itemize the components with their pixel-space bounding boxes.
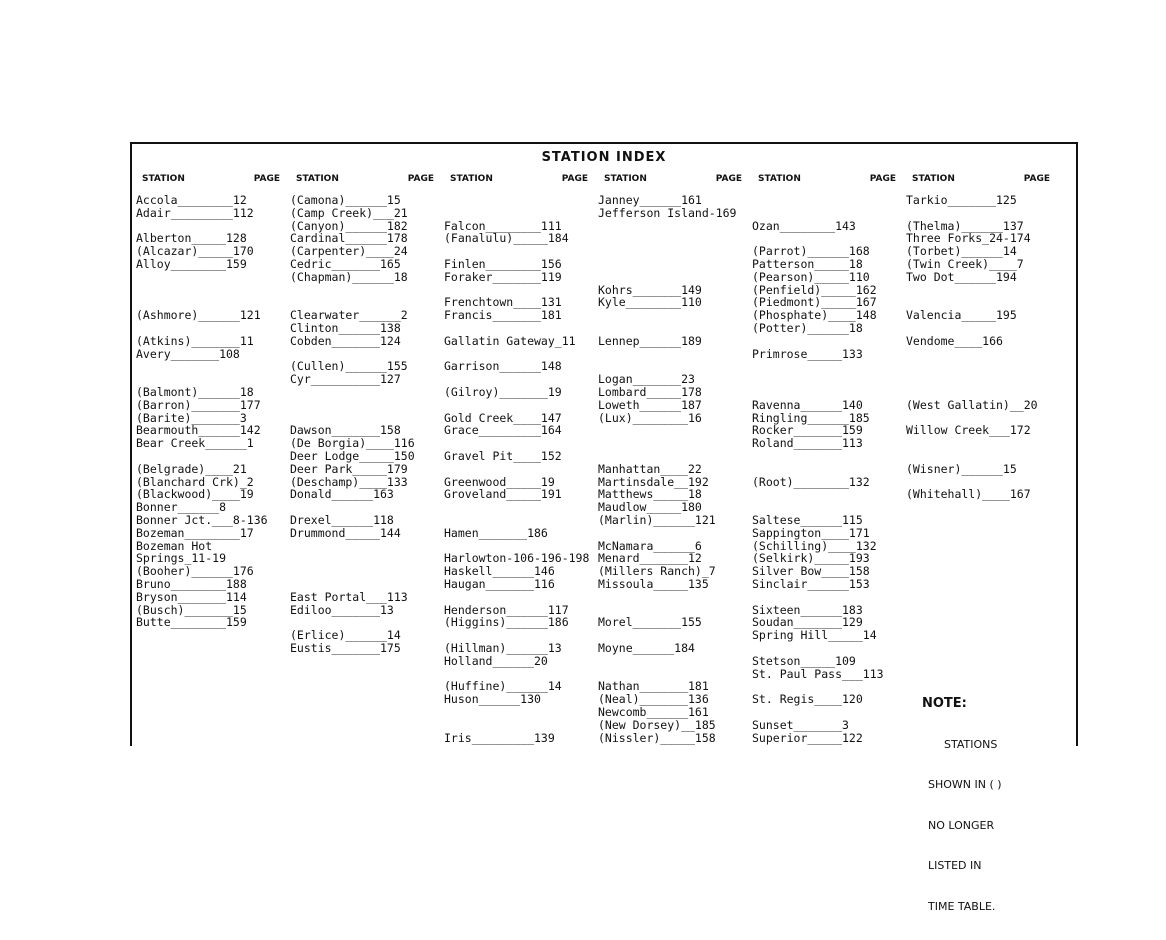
station-entry: Spring Hill_____14 [752,629,877,643]
station-entry: (Huffine)______14 [444,680,562,694]
note-line: NO LONGER [928,818,995,832]
note-line: TIME TABLE. [928,899,996,913]
page-header: PAGE [715,174,742,184]
station-entry: Alberton_____128 [136,232,247,246]
station-entry: Three Forks_24-174 [906,232,1031,246]
page-header: PAGE [1023,174,1050,184]
column-header [136,174,286,188]
station-entry: Haskell______146 [444,565,555,579]
station-entry: (Barron)_______177 [136,398,261,412]
station-entry: Drummond_____144 [290,526,401,540]
station-entry: Eustis_______175 [290,642,401,655]
station-entry: (Nissler)_____158 [598,731,716,745]
station-entry: Deer Park_____179 [290,462,408,476]
station-entry: Bozeman________17 [136,526,254,540]
note-line: SHOWN IN ( ) [928,778,1002,791]
station-entry: (Potter)______18 [752,322,863,335]
station-index-sheet [130,142,1078,913]
station-entry: (Deschamp)____133 [290,475,408,489]
station-entry: (Thelma)______137 [906,219,1024,233]
station-entry: (Blackwood)____19 [136,488,254,502]
station-entry: Cedric_______165 [290,258,401,271]
station-entry: (New Dorsey)__185 [598,718,716,732]
station-entry: Clearwater______2 [290,309,408,323]
station-header: STATION [450,174,493,184]
station-entry: (Chapman)______18 [290,270,408,284]
station-entry: Gravel Pit____152 [444,450,562,463]
station-entry: (Wisner)______15 [906,462,1017,476]
index-column-3 [444,174,594,745]
station-entry: Adair_________112 [136,206,254,220]
station-entry: (Millers Ranch)_7 [598,565,716,579]
station-entry: Gallatin Gateway_11 [444,334,576,348]
station-entry: Moyne______184 [598,642,695,655]
note-block [922,670,1002,940]
station-entry: East Portal___113 [290,590,408,604]
station-entry: Groveland_____191 [444,488,562,502]
station-entry: Gold Creek____147 [444,411,562,425]
note-title: NOTE: [922,696,967,711]
station-entry: Huson______130 [444,693,541,707]
page-header: PAGE [407,174,434,184]
station-entry: (Booher)______176 [136,565,254,579]
station-entry: Menard_______12 [598,552,702,566]
column-header [752,174,902,188]
station-entry: Kohrs_______149 [598,283,702,297]
station-entry: (Balmont)______18 [136,386,254,399]
station-entry: Accola________12 [136,194,247,207]
station-entry: Lombard_____178 [598,386,702,399]
station-entry: Bear Creek______1 [136,437,254,451]
station-entry: St. Regis____120 [752,693,863,707]
index-column-5 [752,174,902,745]
station-entry: (Twin Creek)____7 [906,258,1024,271]
station-entry: (Hillman)______13 [444,642,562,655]
station-entry: Saltese______115 [752,514,863,527]
station-entry: Rocker_______159 [752,424,863,438]
station-entry: Henderson______117 [444,603,569,617]
station-entry: (Selkirk)_____193 [752,552,870,566]
station-entry: Kyle________110 [598,296,702,310]
station-entry: (Camp Creek)___21 [290,206,408,220]
station-entry: Dawson_______158 [290,424,401,438]
station-entry: Manhattan____22 [598,462,702,476]
station-entry: Garrison______148 [444,360,562,374]
station-header: STATION [296,174,339,184]
station-entry: Donald______163 [290,488,394,502]
station-entry: Stetson_____109 [752,654,856,668]
station-entry: (Penfield)_____162 [752,283,877,297]
station-entry: Sixteen______183 [752,603,863,617]
station-entry: McNamara______6 [598,539,702,553]
station-entry: Willow Creek___172 [906,424,1031,438]
station-entry: (Blanchard Crk)_2 [136,475,254,489]
station-entry: Grace_________164 [444,424,562,438]
station-entry: (Gilroy)_______19 [444,386,562,399]
station-entry: Clinton______138 [290,322,401,335]
station-entry: Sinclair______153 [752,578,870,591]
index-column-4 [598,174,748,745]
station-entry: Frenchtown____131 [444,296,562,310]
index-column-2 [290,174,440,655]
station-entry: (Ashmore)______121 [136,309,261,323]
station-entry: Loweth______187 [598,398,702,412]
station-entry: (West Gallatin)__20 [906,398,1038,412]
station-entry: Maudlow_____180 [598,501,702,515]
page-header: PAGE [561,174,588,184]
station-entry: Foraker_______119 [444,270,562,284]
station-entry: (De Borgia)____116 [290,437,415,451]
station-entry: Francis_______181 [444,309,562,323]
station-entry: Harlowton-106-196-198 [444,552,590,566]
station-entry: Hamen_______186 [444,526,548,540]
station-entry: Silver Bow____158 [752,565,870,579]
station-entry: Roland_______113 [752,437,863,451]
station-entry: Ravenna______140 [752,398,863,412]
station-entry: Bonner Jct.___8-136 [136,514,268,527]
station-entry: Avery_______108 [136,347,240,361]
station-entry: (Whitehall)____167 [906,488,1031,502]
station-entry: Patterson_____18 [752,258,863,271]
station-entry: (Parrot)______168 [752,245,870,259]
station-entry: Bearmouth______142 [136,424,261,438]
station-entry: Valencia_____195 [906,309,1017,323]
station-entry: Finlen________156 [444,258,562,271]
station-entry: (Marlin)______121 [598,514,716,527]
station-entry: Bruno________188 [136,578,247,591]
station-entry: Two Dot______194 [906,270,1017,284]
station-entry: (Torbet)______14 [906,245,1017,259]
station-entry: Bonner______8 [136,501,227,515]
station-entry: Sunset_______3 [752,718,849,732]
station-entry: (Piedmont)_____167 [752,296,877,310]
station-entry: Newcomb______161 [598,706,709,719]
station-entry: Alloy________159 [136,258,247,271]
station-entry: Springs_11-19 [136,552,227,566]
station-header: STATION [604,174,647,184]
station-entry: Haugan_______116 [444,578,555,591]
station-entry: Tarkio_______125 [906,194,1017,207]
station-entry: Deer Lodge_____150 [290,450,415,463]
station-header: STATION [912,174,955,184]
column-header [598,174,748,188]
station-entry: (Phosphate)____148 [752,309,877,323]
station-entry: (Lux)________16 [598,411,702,425]
station-entry: (Atkins)_______11 [136,334,254,348]
station-entry: Falcon________111 [444,219,562,233]
column-header [906,174,1056,188]
station-entry: (Higgins)______186 [444,616,569,630]
column-header [290,174,440,188]
station-entry: Nathan_______181 [598,680,709,694]
page-header: PAGE [869,174,896,184]
station-entry: (Alcazar)_____170 [136,245,254,259]
station-entry: Iris_________139 [444,731,555,745]
station-entry: Ozan________143 [752,219,856,233]
note-line: STATIONS [944,737,998,751]
station-entry: (Belgrade)____21 [136,462,247,476]
station-entry: Sappington____171 [752,526,870,540]
station-entry: Matthews_____18 [598,488,702,502]
station-entry: Soudan_______129 [752,616,863,630]
station-entry: (Barite)_______3 [136,411,247,425]
station-entry: Superior_____122 [752,731,863,745]
station-entry: Ringling______185 [752,411,870,425]
index-title: STATION INDEX [541,150,667,165]
station-entry: Greenwood_____19 [444,475,555,489]
station-entry: (Pearson)_____110 [752,270,870,284]
station-entry: (Fanalulu)_____184 [444,232,569,246]
station-entry: Drexel______118 [290,514,394,527]
column-header [444,174,594,188]
index-column-6 [906,174,1056,502]
station-entry: Logan_______23 [598,373,695,387]
station-entry: Morel_______155 [598,616,702,630]
station-entry: Vendome____166 [906,334,1003,348]
station-entry: (Neal)_______136 [598,693,709,707]
station-entry: Ediloo_______13 [290,603,394,617]
station-entry: Lennep______189 [598,334,702,348]
station-entry: Primrose_____133 [752,347,863,361]
station-header: STATION [142,174,185,184]
station-entry: St. Paul Pass___113 [752,667,884,681]
station-entry: (Erlice)______14 [290,629,401,643]
station-entry: (Busch)_______15 [136,603,247,617]
station-entry: Bryson_______114 [136,590,247,604]
station-entry: (Camona)______15 [290,194,401,207]
station-entry: (Cullen)______155 [290,360,408,374]
page-header: PAGE [253,174,280,184]
station-entry: Martinsdale__192 [598,475,709,489]
station-entry: (Canyon)______182 [290,219,408,233]
station-entry: (Root)________132 [752,475,870,489]
index-column-1 [136,174,286,630]
station-entry: Cobden_______124 [290,334,401,348]
station-entry: (Carpenter)____24 [290,245,408,259]
station-entry: (Schilling)____132 [752,539,877,553]
station-entry: Jefferson Island-169 [598,206,737,220]
station-entry: Bozeman Hot [136,539,213,553]
station-entry: Janney______161 [598,194,702,207]
station-entry: Cardinal______178 [290,232,408,246]
note-line: LISTED IN [928,859,982,872]
station-entry: Holland______20 [444,654,548,668]
station-header: STATION [758,174,801,184]
station-entry: Butte________159 [136,616,247,630]
station-entry: Cyr__________127 [290,373,401,387]
station-entry: Missoula_____135 [598,578,709,591]
